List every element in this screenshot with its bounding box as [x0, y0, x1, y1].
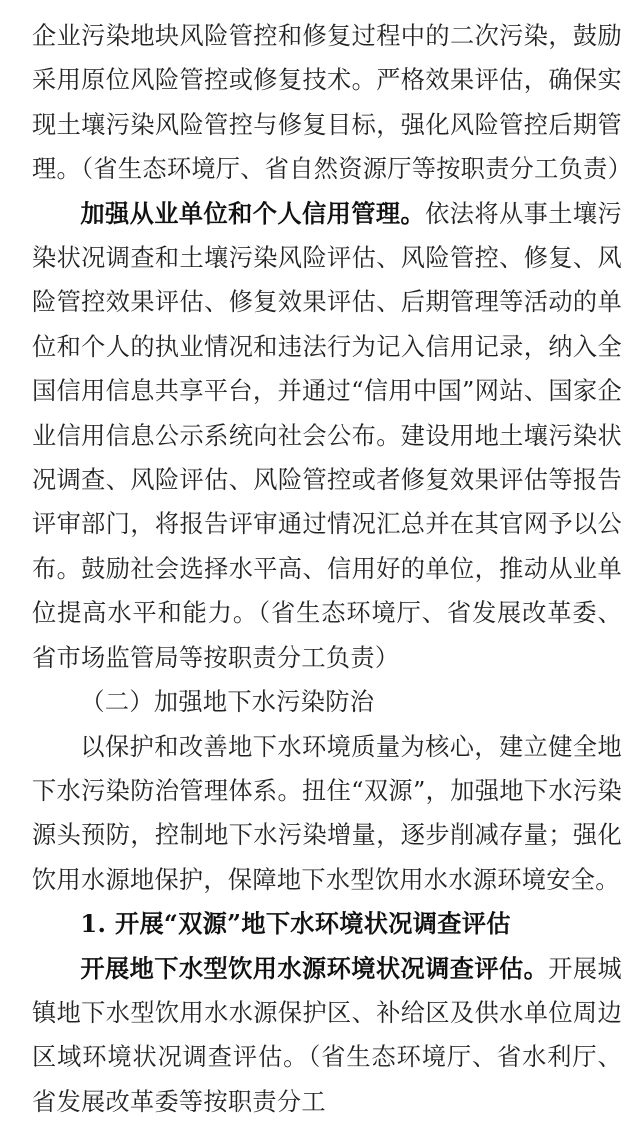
- paragraph-soil-remediation: [32, 14, 633, 192]
- section-heading-groundwater: [32, 680, 622, 724]
- paragraph-lead-bold: 开展地下水型饮用水源环境状况调查评估。: [80, 953, 549, 983]
- paragraph-lead-bold: 加强从业单位和个人信用管理。: [80, 198, 426, 228]
- subsection-heading-survey: [32, 902, 622, 946]
- paragraph-text: 开展城镇地下水型饮用水水源保护区、补给区及供水单位周边区域环境状况调查评估。（省生态环境厅、省水利厅、省发展改革委等按职责分工: [32, 954, 623, 1116]
- section-heading-text: （二）加强地下水污染防治: [80, 688, 375, 717]
- paragraph-text: 依法将从事土壤污染状况调查和土壤污染风险评估、风险管控、修复、风险管控效果评估、修复效果评估、后期管理等活动的单位和个人的执业情况和违法行为记入信用记录，纳入全国信用信息共享平台，并通过“信用中国”网站、国家企业信用信息公示系统向社会公布。建设用地土壤污染状况调查、风险评估、风险管控或者修复效果评估等报告评审部门，将报告评审通过情况汇总并在其官网予以公布。鼓励社会选择水平高、信用好的单位，推动从业单位提高水平和能力。（省生态环境厅、省发展改革委、省市场监管局等按职责分工负责）: [32, 199, 622, 672]
- paragraph-text: 以保护和改善地下水环境质量为核心，建立健全地下水污染防治管理体系。扭住“双源”，加强地下水污染源头预防，控制地下水污染增量，逐步削减存量；强化饮用水源地保护，保障地下水型饮用水水源环境安全。: [32, 732, 622, 894]
- subsection-heading-text: 1. 开展“双源”地下水环境状况调查评估: [80, 909, 511, 939]
- paragraph-drinking-water-survey: [32, 947, 622, 1124]
- paragraph-groundwater-intro: [32, 725, 622, 903]
- document-body: [32, 14, 633, 1124]
- paragraph-text: 企业污染地块风险管控和修复过程中的二次污染，鼓励采用原位风险管控或修复技术。严格效果评估，确保实现土壤污染风险管控与修复目标，强化风险管控后期管理。（省生态环境厅、省自然资源厅等按职责分工负责）: [32, 22, 633, 184]
- paragraph-credit-management: [32, 192, 622, 680]
